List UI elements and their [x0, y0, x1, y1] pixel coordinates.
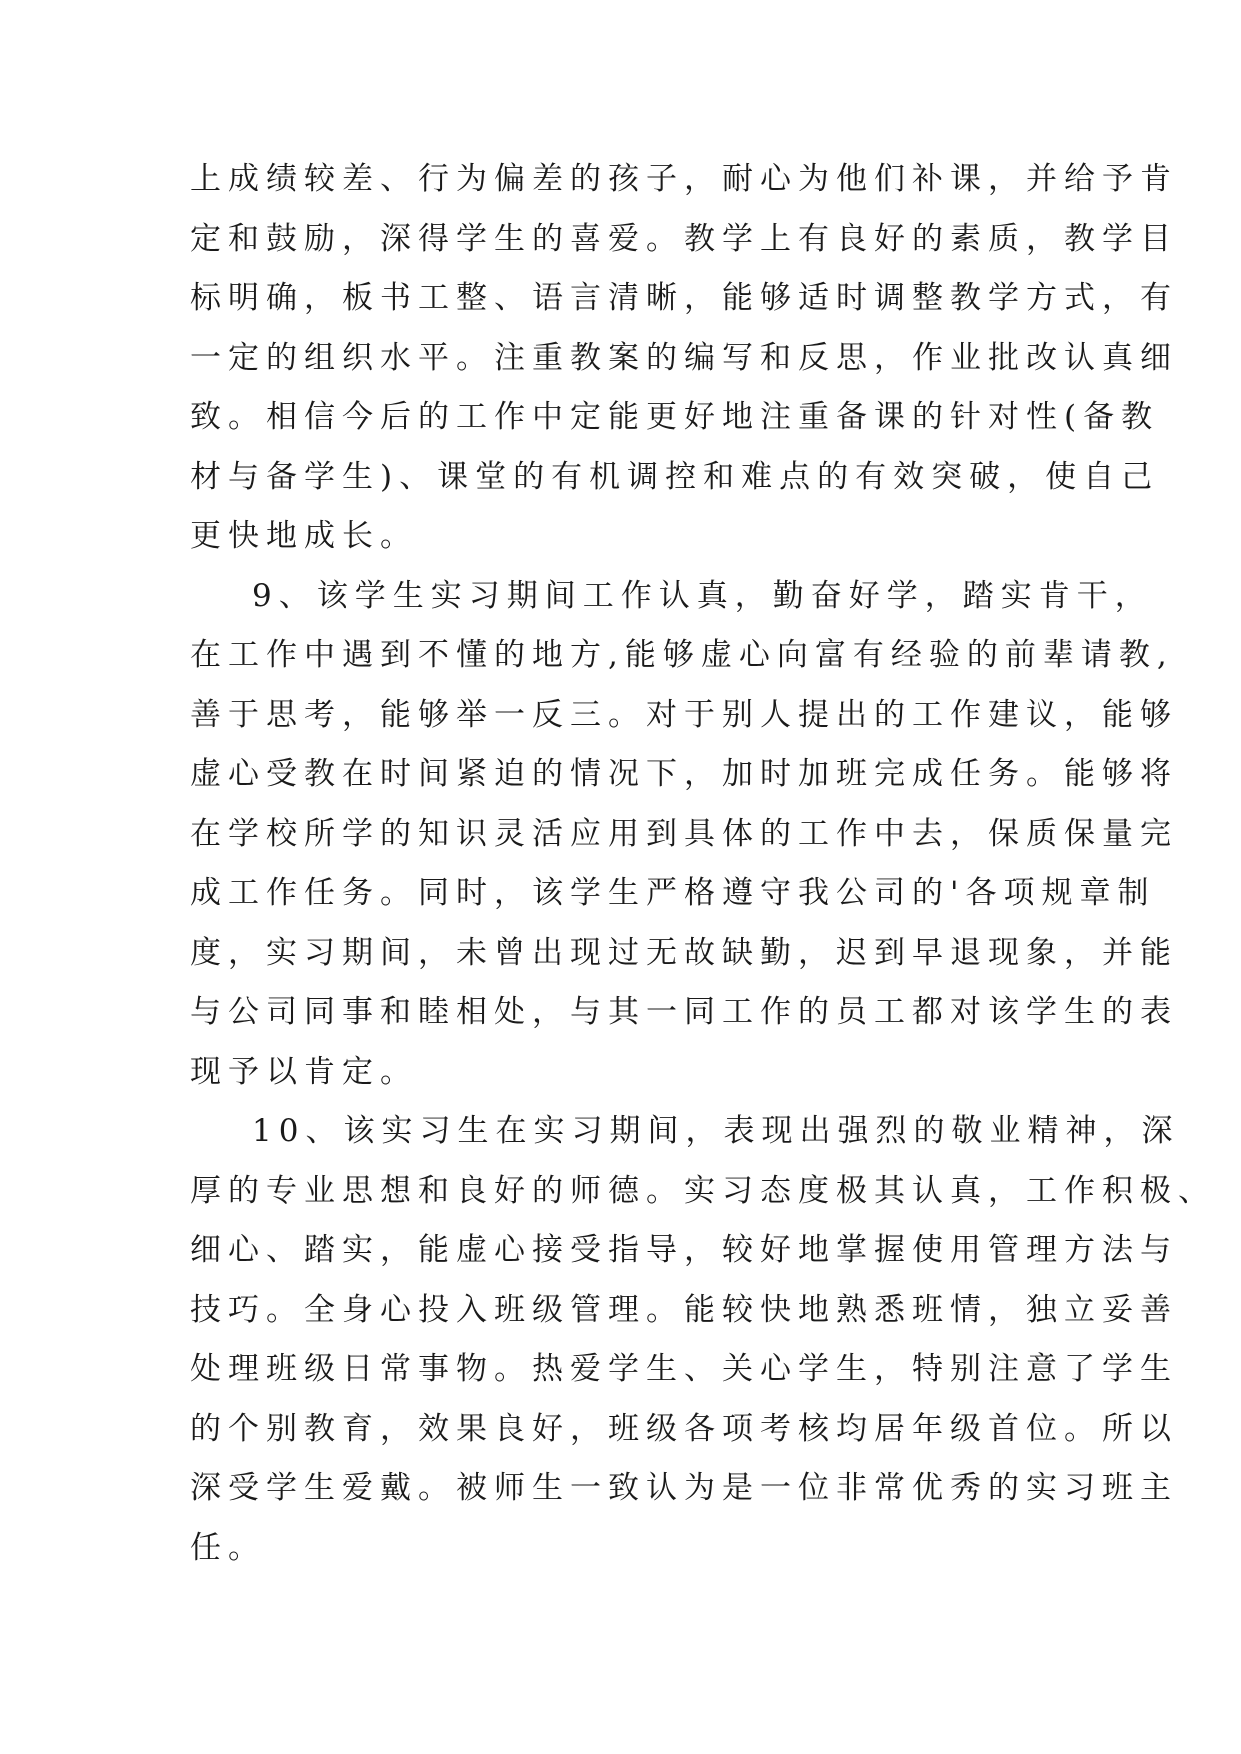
text-line: 一定的组织水平。注重教案的编写和反思，作业批改认真细	[190, 339, 1178, 376]
text-line: 善于思考，能够举一反三。对于别人提出的工作建议，能够	[190, 696, 1178, 733]
text-line: 成工作任务。同时，该学生严格遵守我公司的'各项规章制	[190, 875, 1156, 911]
text-line: 定和鼓励，深得学生的喜爱。教学上有良好的素质，教学目	[190, 220, 1178, 257]
text-line: 在工作中遇到不懂的地方,能够虚心向富有经验的前辈请教,	[190, 637, 1174, 673]
text-line: 材与备学生)、课堂的有机调控和难点的有效突破，使自己	[190, 458, 1160, 495]
text-line: 深受学生爱戴。被师生一致认为是一位非常优秀的实习班主	[190, 1470, 1178, 1506]
text-line: 任。	[190, 1529, 266, 1566]
paragraph-item-9	[190, 567, 1178, 1103]
text-line: 现予以肯定。	[190, 1053, 418, 1090]
text-line: 与公司同事和睦相处，与其一同工作的员工都对该学生的表	[190, 994, 1178, 1030]
text-line: 标明确，板书工整、语言清晰，能够适时调整教学方式，有	[190, 280, 1178, 316]
text-line: 10、该实习生在实习期间，表现出强烈的敬业精神，深	[252, 1113, 1180, 1149]
paragraph-continuation	[190, 150, 1178, 567]
text-line: 上成绩较差、行为偏差的孩子，耐心为他们补课，并给予肯	[190, 161, 1178, 197]
text-line: 在学校所学的知识灵活应用到具体的工作中去，保质保量完	[190, 815, 1178, 852]
document-body	[190, 150, 1216, 1578]
text-line: 技巧。全身心投入班级管理。能较快地熟悉班情，独立妥善	[190, 1291, 1178, 1328]
text-line: 更快地成长。	[190, 518, 418, 554]
text-line: 厚的专业思想和良好的师德。实习态度极其认真，工作积极、	[190, 1172, 1216, 1209]
text-line: 9、该学生实习期间工作认真，勤奋好学，踏实肯干，	[252, 577, 1153, 614]
text-line: 度，实习期间，未曾出现过无故缺勤，迟到早退现象，并能	[190, 934, 1178, 971]
text-line: 致。相信今后的工作中定能更好地注重备课的针对性(备教	[190, 399, 1160, 435]
text-line: 虚心受教在时间紧迫的情况下，加时加班完成任务。能够将	[190, 756, 1178, 792]
paragraph-item-10	[190, 1102, 1216, 1578]
text-line: 的个别教育，效果良好，班级各项考核均居年级首位。所以	[190, 1410, 1178, 1447]
text-line: 处理班级日常事物。热爱学生、关心学生，特别注意了学生	[190, 1351, 1178, 1387]
text-line: 细心、踏实，能虚心接受指导，较好地掌握使用管理方法与	[190, 1232, 1178, 1268]
